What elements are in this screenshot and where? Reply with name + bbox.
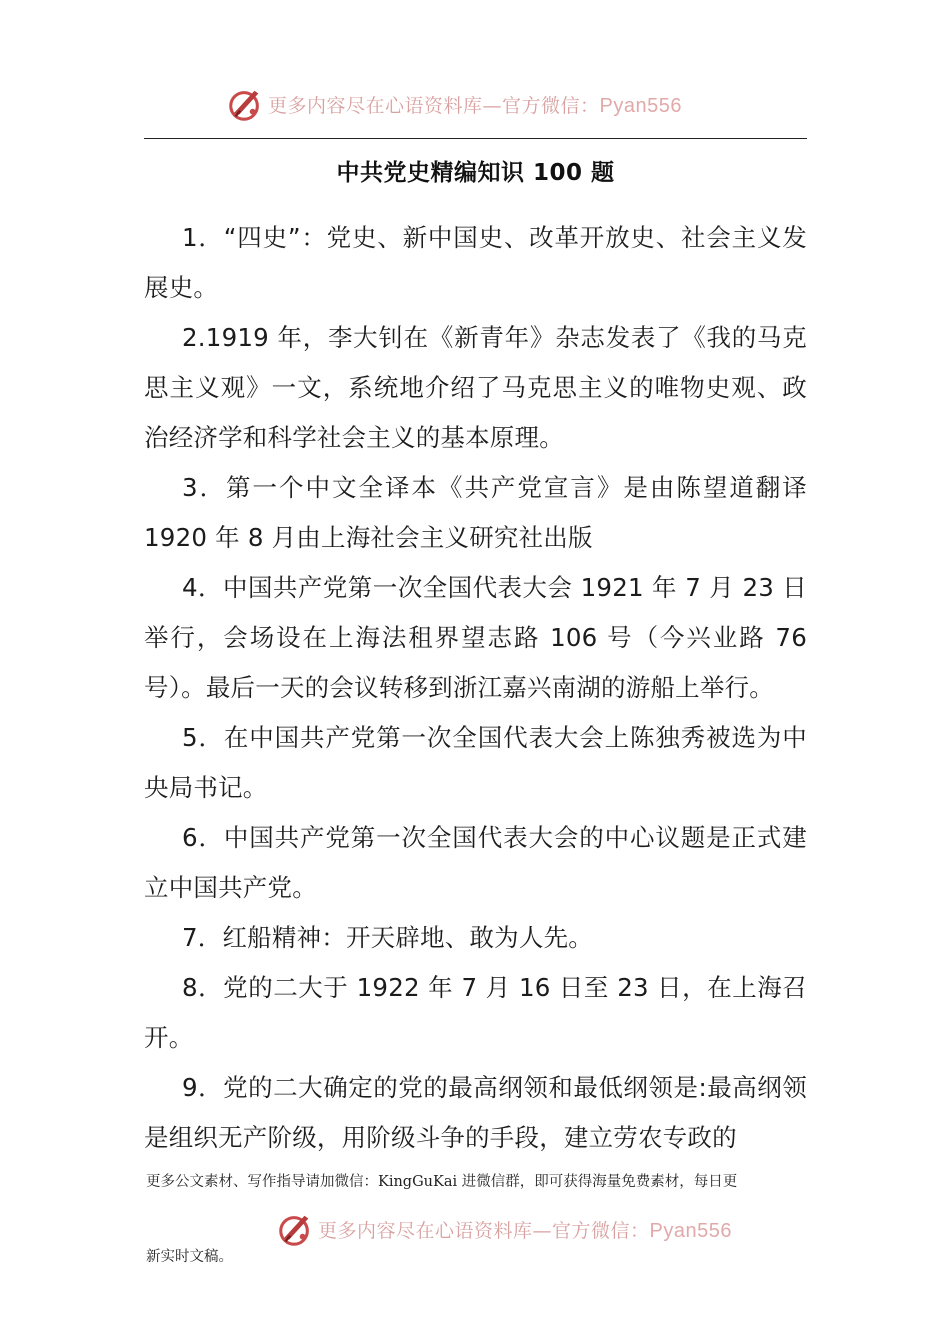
paragraph-4: 4．中国共产党第一次全国代表大会 1921 年 7 月 23 日举行，会场设在上海法租界望志路 106 号（今兴业路 76 号）。最后一天的会议转移到浙江嘉兴南湖的游船上举行。 <box>144 573 807 702</box>
paragraph-7: 7．红船精神：开天辟地、敢为人先。 <box>182 923 593 952</box>
paragraph-2: 2.1919 年，李大钊在《新青年》杂志发表了《我的马克思主义观》一文，系统地介绍了马克思主义的唯物史观、政治经济学和科学社会主义的基本原理。 <box>144 323 807 452</box>
banner-text: 更多内容尽在心语资料库—官方微信：Pyan556 <box>318 1219 732 1242</box>
wechat-id: Pyan556 <box>599 94 682 117</box>
banner-text: 更多内容尽在心语资料库—官方微信：Pyan556 <box>268 94 682 117</box>
paragraph-5: 5．在中国共产党第一次全国代表大会上陈独秀被选为中央局书记。 <box>144 723 807 802</box>
quill-logo-icon <box>226 85 264 123</box>
wechat-id: Pyan556 <box>649 1219 732 1242</box>
footer-banner <box>276 1207 732 1251</box>
header-divider <box>144 138 807 139</box>
paragraph-6: 6．中国共产党第一次全国代表大会的中心议题是正式建立中国共产党。 <box>144 823 807 902</box>
paragraph-8: 8．党的二大于 1922 年 7 月 16 日至 23 日，在上海召开。 <box>144 973 807 1052</box>
paragraph-3: 3．第一个中文全译本《共产党宣言》是由陈望道翻译 1920 年 8 月由上海社会主义研究社出版 <box>144 473 807 552</box>
paragraph-1: 1．“四史”：党史、新中国史、改革开放史、社会主义发展史。 <box>144 223 807 302</box>
footer-note: 更多公文素材、写作指导请加微信：KingGuKai 进微信群，即可获得海量免费素材，每日更 <box>146 1174 738 1190</box>
document-body <box>144 213 807 1163</box>
footer-note-continued: 新实时文稿。 <box>146 1249 233 1265</box>
quill-logo-icon <box>276 1210 314 1248</box>
page-title: 中共党史精编知识 100 题 <box>336 160 615 186</box>
paragraph-9: 9．党的二大确定的党的最高纲领和最低纲领是:最高纲领是组织无产阶级，用阶级斗争的手段，建立劳农专政的 <box>144 1073 807 1152</box>
header-banner <box>226 82 682 126</box>
